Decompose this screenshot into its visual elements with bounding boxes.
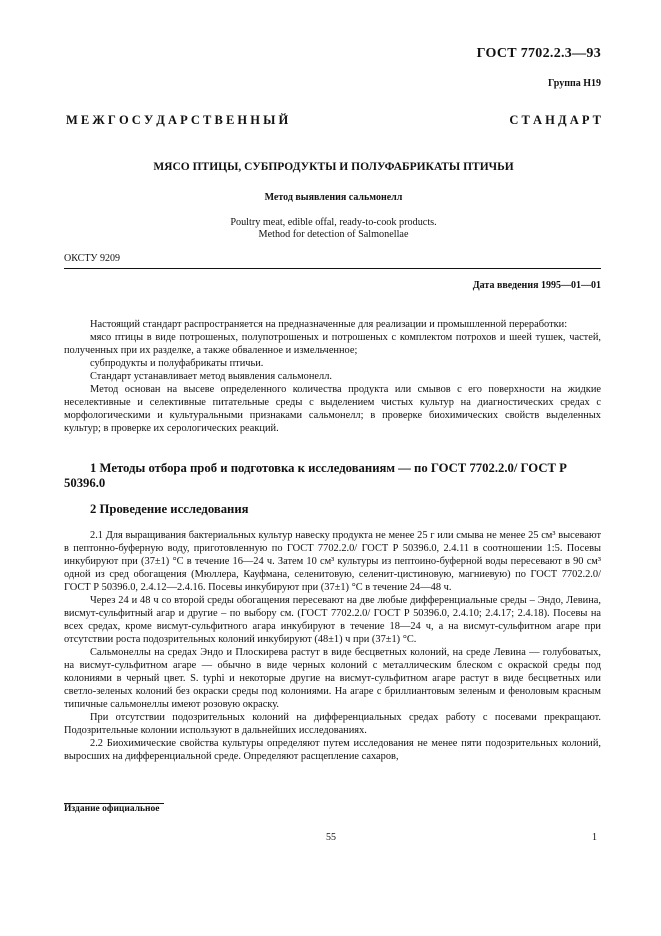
intro-paragraph: мясо птицы в виде потрошеных, полупотрошеных и потрошеных с комплектом потрохов и шеей тушек, частей, полученных при их разделке, а также обваленное и измельченное; [64, 332, 601, 356]
section-2-heading: 2 Проведение исследования [90, 502, 249, 516]
banner-word-2: С Т А Н Д А Р Т [509, 113, 601, 127]
intro-section [64, 318, 601, 435]
english-title-line-1: Poultry meat, edible offal, ready-to-cook products. [230, 217, 437, 228]
english-title-line-2: Method for detection of Salmonellae [258, 229, 409, 240]
banner-word-1: М Е Ж Г О С У Д А Р С Т В Е Н Н Ы Й [66, 113, 289, 127]
edition-note: Издание официальное [64, 804, 160, 814]
intro-paragraph: Метод основан на высеве определенного количества продукта или смывов с его поверхности на жидкие неселективные и селективные питательные среды с выделением чистых культур на диагностических средах с морфологическими и культуральными признаками сальмонелл; в проверке биохимических свойств выделенных культур; в проверке их серологических реакций. [64, 384, 601, 434]
intro-date: Дата введения 1995—01—01 [472, 280, 601, 291]
sheet-number: 1 [592, 832, 597, 843]
section-paragraph: При отсутствии подозрительных колоний на дифференциальных средах работу с посевами прекращают. Подозрительные колонии используют в дальнейших исследованиях. [64, 712, 601, 736]
section-paragraph: Сальмонеллы на средах Эндо и Плоскирева растут в виде бесцветных колоний, на среде Левина — голубоватых, на висмут-сульфитном агаре — обычно в виде черных колоний с металлическим блеском с окраской среды под колониями в черный цвет. S. typhi и некоторые другие на висмут-сульфитном агаре растут в виде бесцветных или светло-зеленых колоний без окраски среды под колониями. На агаре с бриллиантовым зеленым и феноловым красным типичные сальмонеллы имеют розовую окраску. [64, 647, 601, 710]
intro-paragraph: Настоящий стандарт распространяется на предназначенные для реализации и промышленной переработки: [90, 319, 568, 330]
group-label: Группа Н19 [548, 78, 601, 89]
section-2-body [64, 529, 601, 763]
intro-paragraph: субпродукты и полуфабрикаты птичьи. [90, 358, 264, 369]
method-title: Метод выявления сальмонелл [264, 192, 403, 203]
english-title [66, 217, 601, 241]
oksty-code: ОКСТУ 9209 [64, 253, 121, 264]
intro-paragraph: Стандарт устанавливает метод выявления сальмонелл. [90, 371, 333, 382]
section-paragraph: Через 24 и 48 ч со второй среды обогащения пересевают на две любые дифференциальные среды – Эндо, Левина, висмут-сульфитный агар и другие – по выбору см. (ГОСТ 7702.2.0/ ГОСТ Р 50396.0, 2.4.10; 2.4.17; 2.4.18). Посевы на всех средах, кроме висмут-сульфитного агара инкубируют в течение 18—24 ч, а на висмут-сульфитном агаре при отсутствии роста подозрительных колоний инкубируют (48±1) ч при (37±1) °С. [64, 595, 601, 645]
standard-code: ГОСТ 7702.2.3—93 [476, 46, 601, 61]
page-number: 55 [326, 832, 336, 843]
standard-banner [66, 113, 601, 128]
section-paragraph: 2.1 Для выращивания бактериальных культур навеску продукта не менее 25 г или смыва не менее 25 см³ высевают в пептонно-буферную воду, приготовленную по ГОСТ 7702.2.0/ ГОСТ Р 50396.0, 2.4.11 в соотношении 1:5. Посевы инкубируют при (37±1) °С в течение 16—24 ч. Затем 10 см³ культуры из пептоино-буферной воды пересевают в 90 см³ одной из сред обогащения (Мюллера, Кауфмана, селенитовую, селенит-цистиновую, магниевую) по ГОСТ 7702.2.0/ГОСТ Р 50396.0, 2.4.12—2.4.16. Посевы инкубируют при (37±1) °С в течение 24—48 ч. [64, 530, 601, 593]
section-1-heading: 1 Методы отбора проб и подготовка к исследованиям — по ГОСТ 7702.2.0/ ГОСТ Р 50396.0 [64, 461, 567, 490]
section-paragraph: 2.2 Биохимические свойства культуры определяют путем исследования не менее пяти подозрительных колоний, выросших на дифференциальной среде. Определяют расщепление сахаров, [64, 738, 601, 762]
document-title: МЯСО ПТИЦЫ, СУБПРОДУКТЫ И ПОЛУФАБРИКАТЫ ПТИЧЬИ [153, 161, 514, 173]
header-divider [64, 268, 601, 269]
